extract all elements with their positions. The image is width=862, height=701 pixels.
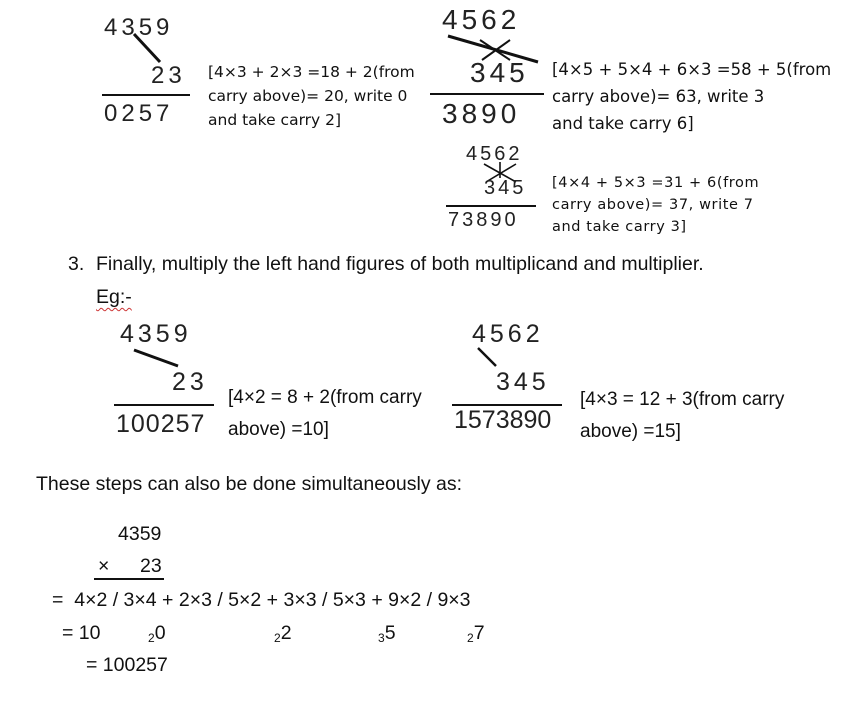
- ex4-result: 100257: [116, 410, 206, 438]
- ex2-multiplier: 345: [470, 57, 529, 88]
- simul-expression: = 4×2 / 3×4 + 2×3 / 5×2 + 3×3 / 5×3 + 9×2 / 9×3: [52, 589, 471, 611]
- ex2-result: 3890: [442, 98, 521, 129]
- note-line: carry above)= 20, write 0: [208, 87, 408, 105]
- partial-digit: 5: [384, 622, 396, 644]
- ex4-multiplicand: 4359: [120, 320, 192, 348]
- ex5-result: 1573890: [454, 406, 552, 434]
- ex1-rule: [102, 94, 190, 96]
- ex5-multiplier: 345: [496, 368, 550, 396]
- ex4-note: [228, 382, 422, 446]
- ex4-rule: [114, 404, 214, 406]
- note-line: above) =15]: [580, 421, 681, 442]
- ex1-multiplicand: 4359: [104, 14, 174, 41]
- note-line: and take carry 2]: [208, 111, 342, 129]
- eg-label: Eg:-: [96, 286, 132, 308]
- simul-multiplicand: 4359: [118, 523, 162, 545]
- carry-subscript: 3: [378, 631, 385, 645]
- step-text: Finally, multiply the left hand figures of both multiplicand and multiplier.: [96, 253, 704, 275]
- times-sign: ×: [98, 555, 110, 577]
- ex3-note: [552, 172, 759, 238]
- ex5-note: [580, 384, 784, 448]
- partial-digit: 0: [154, 622, 166, 644]
- note-line: and take carry 3]: [552, 219, 687, 235]
- ex3-result: 73890: [448, 209, 519, 231]
- simul-multiplier: 23: [140, 555, 162, 577]
- partial-item: [378, 622, 396, 645]
- partial-item: [274, 622, 292, 645]
- ex4-multiplier: 23: [172, 368, 208, 396]
- step-number: 3.: [68, 253, 85, 275]
- simultaneous-intro: These steps can also be done simultaneously as:: [36, 473, 463, 495]
- note-line: [4×2 = 8 + 2(from carry: [228, 387, 422, 408]
- carry-subscript: 2: [148, 631, 155, 645]
- note-line: [4×5 + 5×4 + 6×3 =58 + 5(from: [552, 60, 832, 79]
- simul-partial-eq: = 10: [62, 622, 101, 644]
- ex2-rule: [430, 93, 544, 95]
- ex1-multiplier: 23: [151, 62, 186, 89]
- partial-digit: 2: [280, 622, 292, 644]
- note-line: [4×4 + 5×3 =31 + 6(from: [552, 175, 760, 191]
- ex3-rule: [446, 205, 536, 207]
- ex2-note: [552, 56, 831, 137]
- partial-item: [467, 622, 485, 645]
- ex2-multiplicand: 4562: [442, 4, 521, 35]
- carry-subscript: 2: [274, 631, 281, 645]
- note-line: [4×3 + 2×3 =18 + 2(from: [208, 63, 415, 81]
- note-line: and take carry 6]: [552, 114, 694, 133]
- ex1-note: [208, 60, 415, 132]
- partial-item: [148, 622, 166, 645]
- partial-digit: 7: [473, 622, 485, 644]
- note-line: carry above)= 63, write 3: [552, 87, 765, 106]
- ex3-multiplier: 345: [484, 177, 527, 199]
- ex5-multiplicand: 4562: [472, 320, 544, 348]
- simul-underline: [94, 578, 164, 580]
- carry-subscript: 2: [467, 631, 474, 645]
- ex3-multiplicand: 4562: [466, 143, 523, 165]
- simul-final-result: = 100257: [86, 654, 168, 676]
- note-line: above) =10]: [228, 419, 329, 440]
- note-line: carry above)= 37, write 7: [552, 197, 754, 213]
- ex1-result: 0257: [104, 100, 174, 127]
- note-line: [4×3 = 12 + 3(from carry: [580, 389, 785, 410]
